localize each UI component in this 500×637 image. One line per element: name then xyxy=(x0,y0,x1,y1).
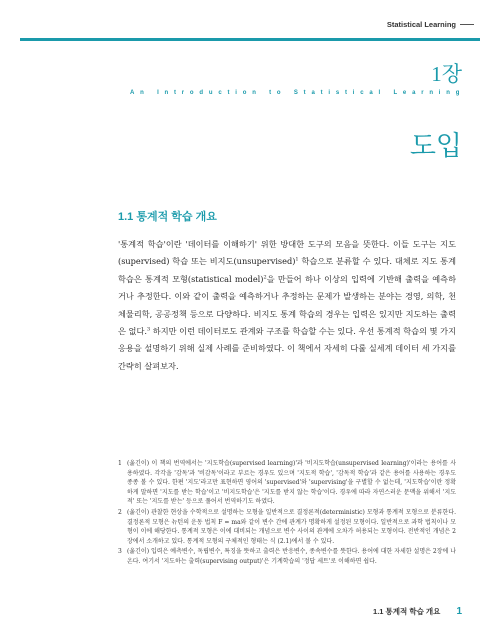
chapter-title: 도입 xyxy=(409,131,462,161)
section-heading: 1.1 통계적 학습 개요 xyxy=(118,211,217,223)
footnote-text: (옮긴이) 입력은 예측변수, 독립변수, 특징을 뜻하고 출력은 반응변수, 종속변수를 뜻한다. 용어에 대한 자세한 설명은 2장에 나온다. 여기서 '지도하는 출력(supervising output)'은 기계학습의 '정답 세트'로 이해하면 쉽다. xyxy=(127,548,456,565)
footer-section-label: 1.1 통계적 학습 개요 xyxy=(373,607,441,616)
header-rule xyxy=(20,38,480,41)
body-text-part-c: 을 만들어 하나 이상의 입력에 기반해 출력을 예측하거나 추정한다. 이와 같이 출력을 예측하거나 추정하는 문제가 발생하는 분야는 경영, 의학, 천체물리학, 공공정책 등으로 다양하다. 비지도 통계 학습의 경우는 입력은 있지만 지도하는 출력은 없다. xyxy=(118,273,456,337)
footnote-1 xyxy=(118,459,456,507)
footnote-mark-3[interactable]: 3 xyxy=(146,326,151,333)
header-dash xyxy=(460,24,474,25)
running-title: Statistical Learning xyxy=(386,20,456,29)
page-number: 1 xyxy=(456,606,462,617)
chapter-subtitle: An Introduction to Statistical Learning xyxy=(130,90,466,96)
footnote-text: (옮긴이) 관찰한 현상을 수학적으로 설명하는 모형을 일반적으로 결정론적(deterministic) 모형과 통계적 모형으로 분류한다. 결정론적 모형은 뉴턴의 운동 법칙 F = ma와 같이 변수 간에 관계가 명확하게 설정된 모형이다. 일반적으로 과학 법칙이나 모형이 이에 해당한다. 통계적 모형은 이에 대비되는 개념으로 변수 사이의 관계에 오차가 허용되는 모형이다. 전반적인 개념은 2장에서 소개하고 있다. 통계적 모형의 구체적인 형태는 식 (2.1)에서 볼 수 있다. xyxy=(127,508,456,545)
body-paragraph xyxy=(118,236,456,375)
footnote-mark-1[interactable]: 1 xyxy=(295,256,299,263)
page-footer xyxy=(373,606,462,617)
footnote-number: 3 xyxy=(118,548,122,556)
footnote-number: 2 xyxy=(118,508,122,516)
chapter-number: 1장 xyxy=(431,62,462,86)
body-text-part-b: 학습으로 분류할 수 있다. 대체로 지도 통계 학습은 통계적 모형(statistical model) xyxy=(118,256,456,284)
running-header xyxy=(387,20,474,29)
footnote-number: 1 xyxy=(118,460,122,467)
footnote-text: (옮긴이) 이 책의 번역에서는 '지도학습(supervised learning)'과 '비지도학습(unsupervised learning)'이라는 용어를 사용하였다. 각각을 '감독'과 '비감독'이라고 부르는 경우도 있으며 '지도적 학습', '감독적 학습'과 같은 용어를 사용하는 경우도 종종 볼 수 있다. 한편 '지도'라고만 표현하면 영어의 'supervised'와 'supervising'을 구별할 수 없는데, '지도학습'이란 정확하게 말하면 '지도를 받는 학습'이고 '비지도학습'은 '지도를 받지 않는 학습'이다. 경우에 따라 자연스러운 문맥을 위해서 '지도적' 또는 '지도를 받는' 등으로 풀어서 번역하기도 하였다. xyxy=(127,460,456,506)
body-text-part-a: '통계적 학습'이란 '데이터를 이해하기' 위한 방대한 도구의 모음을 뜻한다. 이들 도구는 지도(supervised) 학습 또는 비지도(unsupervised) xyxy=(118,239,456,267)
footnotes xyxy=(118,459,456,568)
footnote-2 xyxy=(118,508,456,546)
footnote-mark-2[interactable]: 2 xyxy=(263,274,267,281)
body-text-part-d: 하지만 이런 데이터로도 관계와 구조를 학습할 수는 있다. 우선 통계적 학습의 몇 가지 응용을 설명하기 위해 실제 사례를 준비하였다. 이 책에서 자세히 다룰 실세계 데이터 세 가지를 간략히 살펴보자. xyxy=(118,326,456,371)
footnote-3 xyxy=(118,547,456,566)
